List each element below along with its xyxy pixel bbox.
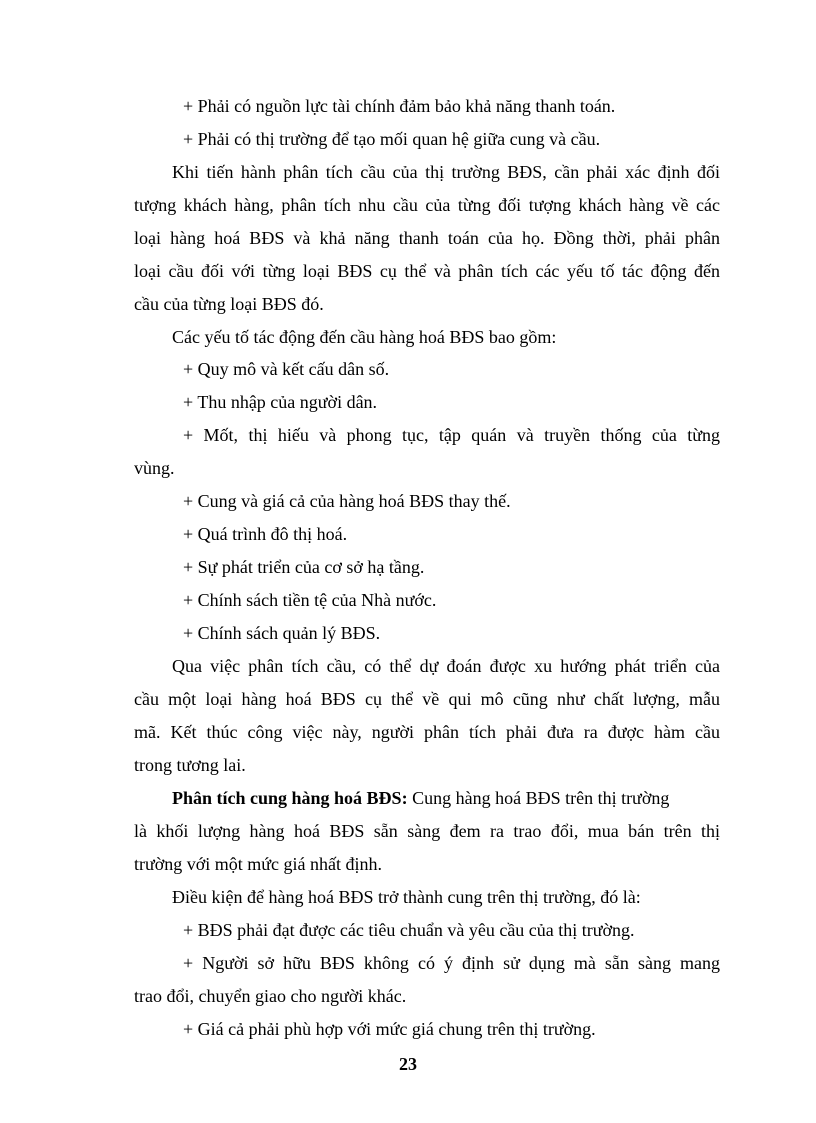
list-item: + Phải có nguồn lực tài chính đảm bảo khả năng thanh toán. [183,96,616,116]
list-item: + Thu nhập của người dân. [183,392,378,412]
paragraph-line: cầu của từng loại BĐS đó. [134,294,324,314]
paragraph-text: Cung hàng hoá BĐS trên thị trường [407,788,670,808]
paragraph-line: cầu một loại hàng hoá BĐS cụ thể về qui mô cũng như chất lượng, mẫu [134,689,720,709]
list-item: + Quá trình đô thị hoá. [183,524,348,544]
paragraph-line: loại hàng hoá BĐS và khả năng thanh toán của họ. Đồng thời, phải phân [134,228,720,248]
list-item: + Quy mô và kết cấu dân số. [183,359,390,379]
list-item: + Cung và giá cả của hàng hoá BĐS thay thế. [183,491,511,511]
list-item: + Sự phát triển của cơ sở hạ tầng. [183,557,425,577]
paragraph-line: Khi tiến hành phân tích cầu của thị trường BĐS, cần phải xác định đối [172,162,720,182]
paragraph-line: tượng khách hàng, phân tích nhu cầu của từng đối tượng khách hàng về các [134,195,720,215]
list-item: + Người sở hữu BĐS không có ý định sử dụng mà sẵn sàng mang [183,953,720,973]
list-item: + Chính sách quản lý BĐS. [183,623,381,643]
paragraph-line: là khối lượng hàng hoá BĐS sẵn sàng đem ra trao đổi, mua bán trên thị [134,821,720,841]
list-item-continuation: vùng. [134,458,175,478]
list-item: + BĐS phải đạt được các tiêu chuẩn và yêu cầu của thị trường. [183,920,635,940]
page-number: 23 [399,1054,417,1074]
paragraph-line [172,787,669,809]
section-heading: Phân tích cung hàng hoá BĐS: [172,788,408,808]
list-item: + Mốt, thị hiếu và phong tục, tập quán và truyền thống của từng [183,425,720,445]
paragraph-line: loại cầu đối với từng loại BĐS cụ thể và phân tích các yếu tố tác động đến [134,261,720,281]
paragraph-line: trong tương lai. [134,755,246,775]
paragraph-line: Các yếu tố tác động đến cầu hàng hoá BĐS bao gồm: [172,327,557,347]
paragraph-line: Điều kiện để hàng hoá BĐS trở thành cung trên thị trường, đó là: [172,887,641,907]
list-item: + Giá cả phải phù hợp với mức giá chung trên thị trường. [183,1019,596,1039]
list-item-continuation: trao đổi, chuyển giao cho người khác. [134,986,407,1006]
paragraph-line: trường với một mức giá nhất định. [134,854,383,874]
list-item: + Phải có thị trường để tạo mối quan hệ giữa cung và cầu. [183,129,601,149]
paragraph-line: mã. Kết thúc công việc này, người phân tích phải đưa ra được hàm cầu [134,722,720,742]
paragraph-line: Qua việc phân tích cầu, có thể dự đoán được xu hướng phát triển của [172,656,720,676]
list-item: + Chính sách tiền tệ của Nhà nước. [183,590,437,610]
